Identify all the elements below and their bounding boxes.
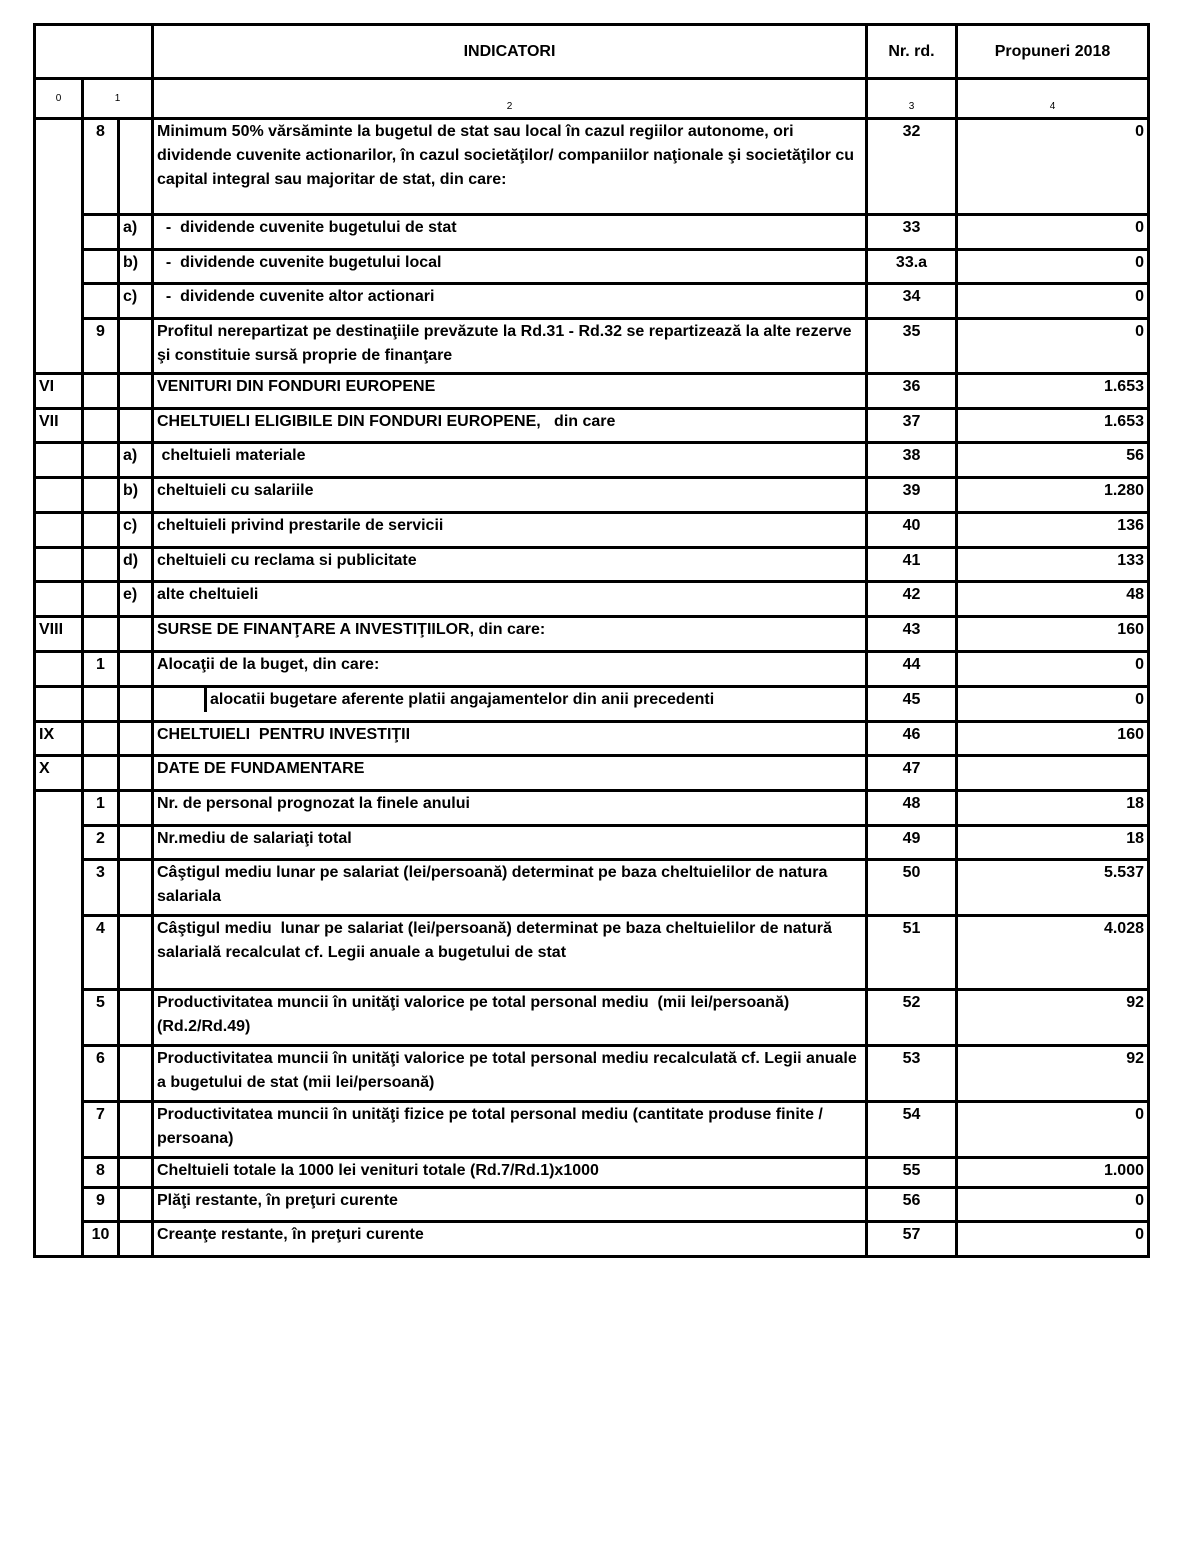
column-number-3: 3: [867, 79, 957, 119]
section-roman-cell: IX: [35, 722, 83, 756]
item-number-cell: [83, 617, 119, 652]
indicator-text: Minimum 50% vărsăminte la bugetul de stat sau local în cazul regiilor autonome, ori dividende cuvenite actionarilor, în cazul societăţilor/ companiilor naţionale şi societăţilor cu capital integral sau majoritar de stat, din care:: [157, 123, 859, 188]
indicator-text: cheltuieli materiale: [157, 447, 306, 464]
section-roman-cell: VIII: [35, 617, 83, 652]
row-number-cell: 33.a: [867, 250, 957, 284]
item-number-cell: [83, 409, 119, 443]
row-number-cell: 57: [867, 1222, 957, 1257]
table-row: [35, 119, 1149, 215]
table-row: [35, 319, 1149, 374]
table-row: [35, 284, 1149, 319]
indicator-cell: [153, 250, 867, 284]
value-cell: 0: [957, 250, 1149, 284]
item-number-cell: 8: [83, 119, 119, 215]
table-row: [35, 1102, 1149, 1158]
indicator-cell: [153, 513, 867, 548]
row-number-cell: 42: [867, 582, 957, 617]
nested-spacer: [154, 688, 207, 712]
indicator-cell: [153, 722, 867, 756]
indicator-text: cheltuieli privind prestarile de servicii: [157, 517, 444, 534]
table-row: [35, 1158, 1149, 1188]
indicator-cell: [153, 284, 867, 319]
indicator-cell: [153, 1222, 867, 1257]
item-number-cell: 7: [83, 1102, 119, 1158]
header-row: [35, 25, 1149, 79]
value-cell: 1.280: [957, 478, 1149, 513]
table-row: [35, 1222, 1149, 1257]
indicator-text: Creanţe restante, în preţuri curente: [157, 1226, 424, 1243]
item-number-cell: [83, 513, 119, 548]
section-roman-cell: [35, 1046, 83, 1102]
table-row: [35, 860, 1149, 916]
indicator-text: Productivitatea muncii în unităţi valorice pe total personal mediu recalculată cf. Legii anuale a bugetului de stat (mii lei/persoană): [157, 1050, 862, 1091]
indicator-cell: [153, 1158, 867, 1188]
sub-letter-cell: [119, 374, 153, 409]
column-number-1: 1: [83, 79, 153, 119]
sub-letter-cell: [119, 860, 153, 916]
row-number-cell: 50: [867, 860, 957, 916]
indicator-text: VENITURI DIN FONDURI EUROPENE: [157, 378, 436, 395]
value-cell: 92: [957, 1046, 1149, 1102]
table-row: [35, 1188, 1149, 1222]
section-roman-cell: [35, 1158, 83, 1188]
table-row: [35, 478, 1149, 513]
table-row: [35, 756, 1149, 791]
row-number-cell: 45: [867, 687, 957, 722]
indicator-text: cheltuieli cu reclama si publicitate: [157, 552, 417, 569]
item-number-cell: [83, 215, 119, 250]
row-number-cell: 55: [867, 1158, 957, 1188]
indicator-text: Câştigul mediu lunar pe salariat (lei/persoană) determinat pe baza cheltuielilor de natura salariala: [157, 864, 832, 905]
item-number-cell: [83, 374, 119, 409]
item-number-cell: [83, 582, 119, 617]
indicator-cell: [153, 1188, 867, 1222]
item-number-cell: 2: [83, 826, 119, 860]
indicator-cell: [153, 409, 867, 443]
header-blank-cell: [35, 25, 153, 79]
indicator-text: Nr.mediu de salariaţi total: [157, 830, 352, 847]
indicator-cell: [153, 860, 867, 916]
indicator-text: Plăţi restante, în preţuri curente: [157, 1192, 398, 1209]
table-row: [35, 687, 1149, 722]
column-number-row: [35, 79, 1149, 119]
row-number-cell: 51: [867, 916, 957, 990]
sub-letter-cell: c): [119, 284, 153, 319]
row-number-cell: 40: [867, 513, 957, 548]
section-roman-cell: [35, 652, 83, 687]
indicator-text: - dividende cuvenite bugetului local: [157, 254, 442, 271]
section-roman-cell: [35, 1222, 83, 1257]
row-number-cell: 36: [867, 374, 957, 409]
indicator-text: - dividende cuvenite bugetului de stat: [157, 219, 457, 236]
row-number-cell: 46: [867, 722, 957, 756]
indicator-text: - dividende cuvenite altor actionari: [157, 288, 435, 305]
item-number-cell: [83, 284, 119, 319]
sub-letter-cell: [119, 722, 153, 756]
indicator-cell: [153, 990, 867, 1046]
section-roman-cell: VI: [35, 374, 83, 409]
value-cell: 4.028: [957, 916, 1149, 990]
column-number-2: 2: [153, 79, 867, 119]
value-cell: 0: [957, 652, 1149, 687]
value-cell: 1.653: [957, 374, 1149, 409]
sub-letter-cell: [119, 687, 153, 722]
value-cell: 48: [957, 582, 1149, 617]
item-number-cell: [83, 478, 119, 513]
indicator-cell: [153, 652, 867, 687]
section-roman-cell: [35, 443, 83, 478]
value-cell: 0: [957, 687, 1149, 722]
indicator-cell: [153, 1046, 867, 1102]
table-row: [35, 990, 1149, 1046]
item-number-cell: 8: [83, 1158, 119, 1188]
item-number-cell: 9: [83, 319, 119, 374]
indicator-cell: [153, 916, 867, 990]
item-number-cell: 1: [83, 791, 119, 826]
indicator-text: CHELTUIELI PENTRU INVESTIŢII: [157, 726, 411, 743]
indicator-text: Câştigul mediu lunar pe salariat (lei/persoană) determinat pe baza cheltuielilor de natură salarială recalculat cf. Legii anuale a bugetului de stat: [157, 920, 837, 961]
item-number-cell: 1: [83, 652, 119, 687]
table-row: [35, 791, 1149, 826]
section-roman-cell: [35, 990, 83, 1046]
row-number-cell: 43: [867, 617, 957, 652]
indicator-cell: [153, 826, 867, 860]
section-roman-cell: [35, 582, 83, 617]
sub-letter-cell: c): [119, 513, 153, 548]
sub-letter-cell: a): [119, 443, 153, 478]
item-number-cell: [83, 687, 119, 722]
header-nr-rd: Nr. rd.: [867, 25, 957, 79]
indicator-cell: [153, 756, 867, 791]
indicator-text: Alocaţii de la buget, din care:: [157, 656, 380, 673]
section-roman-cell: [35, 548, 83, 582]
section-roman-cell: [35, 513, 83, 548]
row-number-cell: 53: [867, 1046, 957, 1102]
value-cell: 1.653: [957, 409, 1149, 443]
value-cell: 160: [957, 722, 1149, 756]
value-cell: 0: [957, 1188, 1149, 1222]
sub-letter-cell: e): [119, 582, 153, 617]
sub-letter-cell: d): [119, 548, 153, 582]
table-row: [35, 548, 1149, 582]
budget-table: [33, 23, 1150, 1258]
item-number-cell: 3: [83, 860, 119, 916]
table-row: [35, 443, 1149, 478]
sub-letter-cell: b): [119, 250, 153, 284]
table-row: [35, 215, 1149, 250]
row-number-cell: 32: [867, 119, 957, 215]
section-roman-cell: [35, 250, 83, 284]
item-number-cell: 6: [83, 1046, 119, 1102]
value-cell: 0: [957, 284, 1149, 319]
sub-letter-cell: [119, 791, 153, 826]
sub-letter-cell: [119, 652, 153, 687]
row-number-cell: 37: [867, 409, 957, 443]
item-number-cell: 4: [83, 916, 119, 990]
row-number-cell: 44: [867, 652, 957, 687]
sub-letter-cell: [119, 1222, 153, 1257]
sub-letter-cell: b): [119, 478, 153, 513]
section-roman-cell: [35, 119, 83, 215]
indicator-text: alte cheltuieli: [157, 586, 259, 603]
indicator-cell: [153, 478, 867, 513]
row-number-cell: 48: [867, 791, 957, 826]
indicator-cell: [153, 1102, 867, 1158]
indicator-cell: [153, 119, 867, 215]
sub-letter-cell: [119, 119, 153, 215]
table-row: [35, 826, 1149, 860]
item-number-cell: [83, 250, 119, 284]
row-number-cell: 38: [867, 443, 957, 478]
sub-letter-cell: [119, 617, 153, 652]
value-cell: 5.537: [957, 860, 1149, 916]
item-number-cell: [83, 756, 119, 791]
header-propuneri: Propuneri 2018: [957, 25, 1149, 79]
table-row: [35, 1046, 1149, 1102]
indicator-cell: [153, 687, 867, 722]
row-number-cell: 33: [867, 215, 957, 250]
row-number-cell: 47: [867, 756, 957, 791]
section-roman-cell: [35, 687, 83, 722]
section-roman-cell: [35, 860, 83, 916]
indicator-text: cheltuieli cu salariile: [157, 482, 314, 499]
table-row: [35, 652, 1149, 687]
sub-letter-cell: [119, 916, 153, 990]
item-number-cell: [83, 548, 119, 582]
table-row: [35, 250, 1149, 284]
value-cell: 0: [957, 1102, 1149, 1158]
section-roman-cell: [35, 215, 83, 250]
row-number-cell: 56: [867, 1188, 957, 1222]
value-cell: 133: [957, 548, 1149, 582]
column-number-4: 4: [957, 79, 1149, 119]
indicator-text: Productivitatea muncii în unităţi valorice pe total personal mediu (mii lei/persoană) (Rd.2/Rd.49): [157, 994, 794, 1035]
section-roman-cell: X: [35, 756, 83, 791]
indicator-cell: [153, 582, 867, 617]
item-number-cell: 9: [83, 1188, 119, 1222]
section-roman-cell: [35, 916, 83, 990]
value-cell: 0: [957, 1222, 1149, 1257]
section-roman-cell: [35, 478, 83, 513]
value-cell: 18: [957, 791, 1149, 826]
indicator-text: DATE DE FUNDAMENTARE: [157, 760, 365, 777]
value-cell: 0: [957, 319, 1149, 374]
section-roman-cell: [35, 791, 83, 826]
indicator-text: SURSE DE FINANŢARE A INVESTIŢIILOR, din care:: [157, 621, 546, 638]
table-row: [35, 617, 1149, 652]
item-number-cell: 10: [83, 1222, 119, 1257]
value-cell: 18: [957, 826, 1149, 860]
table-row: [35, 409, 1149, 443]
section-roman-cell: [35, 826, 83, 860]
section-roman-cell: VII: [35, 409, 83, 443]
value-cell: 136: [957, 513, 1149, 548]
header-indicatori: INDICATORI: [153, 25, 867, 79]
section-roman-cell: [35, 284, 83, 319]
value-cell: 1.000: [957, 1158, 1149, 1188]
indicator-cell: [153, 617, 867, 652]
sub-letter-cell: [119, 826, 153, 860]
indicator-text: CHELTUIELI ELIGIBILE DIN FONDURI EUROPENE, din care: [157, 413, 616, 430]
indicator-cell: [153, 443, 867, 478]
row-number-cell: 35: [867, 319, 957, 374]
row-number-cell: 39: [867, 478, 957, 513]
row-number-cell: 41: [867, 548, 957, 582]
value-cell: 56: [957, 443, 1149, 478]
sub-letter-cell: [119, 1158, 153, 1188]
indicator-cell: [153, 374, 867, 409]
table-row: [35, 582, 1149, 617]
row-number-cell: 49: [867, 826, 957, 860]
indicator-text: Profitul nerepartizat pe destinaţiile prevăzute la Rd.31 - Rd.32 se repartizează la alte rezerve şi constituie sursă proprie de finanţare: [157, 323, 856, 364]
indicator-cell: [153, 215, 867, 250]
table-row: [35, 916, 1149, 990]
row-number-cell: 34: [867, 284, 957, 319]
indicator-cell: [153, 319, 867, 374]
value-cell: 0: [957, 215, 1149, 250]
value-cell: 92: [957, 990, 1149, 1046]
indicator-text: Productivitatea muncii în unităţi fizice pe total personal mediu (cantitate produse finite / persoana): [157, 1106, 828, 1147]
indicator-cell: [153, 791, 867, 826]
sub-letter-cell: [119, 1188, 153, 1222]
section-roman-cell: [35, 1102, 83, 1158]
indicator-text: alocatii bugetare aferente platii angajamentelor din anii precedenti: [210, 691, 715, 708]
table-row: [35, 513, 1149, 548]
value-cell: 160: [957, 617, 1149, 652]
sub-letter-cell: [119, 756, 153, 791]
item-number-cell: [83, 443, 119, 478]
item-number-cell: 5: [83, 990, 119, 1046]
sub-letter-cell: [119, 1102, 153, 1158]
column-number-0: 0: [35, 79, 83, 119]
row-number-cell: 54: [867, 1102, 957, 1158]
item-number-cell: [83, 722, 119, 756]
sub-letter-cell: [119, 990, 153, 1046]
sub-letter-cell: a): [119, 215, 153, 250]
value-cell: 0: [957, 119, 1149, 215]
indicator-text: Nr. de personal prognozat la finele anului: [157, 795, 470, 812]
sub-letter-cell: [119, 319, 153, 374]
indicator-text: Cheltuieli totale la 1000 lei venituri totale (Rd.7/Rd.1)x1000: [157, 1162, 599, 1179]
value-cell: [957, 756, 1149, 791]
table-row: [35, 722, 1149, 756]
row-number-cell: 52: [867, 990, 957, 1046]
table-row: [35, 374, 1149, 409]
indicator-cell: [153, 548, 867, 582]
sub-letter-cell: [119, 1046, 153, 1102]
sub-letter-cell: [119, 409, 153, 443]
section-roman-cell: [35, 319, 83, 374]
section-roman-cell: [35, 1188, 83, 1222]
